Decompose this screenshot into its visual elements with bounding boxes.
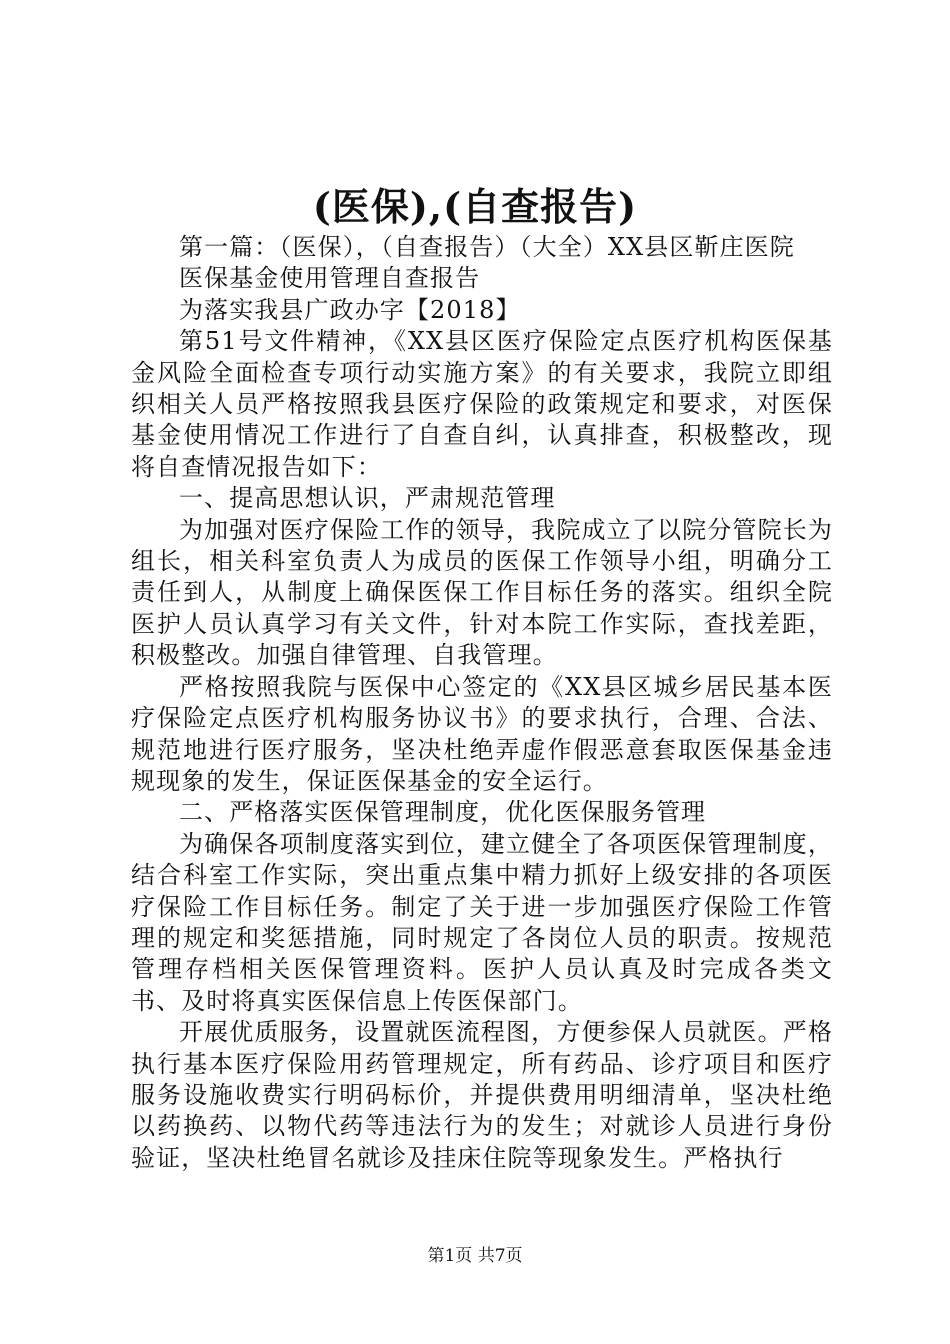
paragraph-section-2-a: 为确保各项制度落实到位，建立健全了各项医保管理制度，结合科室工作实际，突出重点集中精力抓好上级安排的各项医疗保险工作目标任务。制定了关于进一步加强医疗保险工作管理的规定和奖惩措施，同时规定了各岗位人员的职责。按规范管理存档相关医保管理资料。医护人员认真及时完成各类文书、及时将真实医保信息上传医保部门。: [131, 829, 833, 1015]
section-heading-1: 一、提高思想认识，严肃规范管理: [179, 484, 556, 513]
paragraph-heading-first-chapter: 第一篇：（医保），（自查报告）（大全）XX县区靳庄医院: [179, 233, 795, 261]
section-heading-2: 二、严格落实医保管理制度，优化医保服务管理: [179, 798, 707, 827]
document-title: (医保),(自查报告): [312, 184, 638, 229]
paragraph-section-1-b: 严格按照我院与医保中心签定的《XX县区城乡居民基本医疗保险定点医疗机构服务协议书》的要求执行，合理、合法、规范地进行医疗服务，坚决杜绝弄虚作假恶意套取医保基金违规现象的发生，保证医保基金的安全运行。: [131, 672, 833, 795]
paragraph-intro-line: 为落实我县广政办字【2018】: [179, 295, 521, 324]
paragraph-section-1-a: 为加强对医疗保险工作的领导，我院成立了以院分管院长为组长，相关科室负责人为成员的医保工作领导小组，明确分工责任到人，从制度上确保医保工作目标任务的落实。组织全院医护人员认真学习有关文件，针对本院工作实际，查找差距，积极整改。加强自律管理、自我管理。: [131, 515, 833, 670]
paragraph-report-name: 医保基金使用管理自查报告: [179, 264, 481, 293]
page-number-footer: 第1页 共7页: [427, 1246, 523, 1266]
paragraph-intro: 第51号文件精神，《XX县区医疗保险定点医疗机构医保基金风险全面检查专项行动实施方案》的有关要求，我院立即组织相关人员严格按照我县医疗保险的政策规定和要求，对医保基金使用情况工作进行了自查自纠，认真排查，积极整改，现将自查情况报告如下：: [131, 327, 833, 481]
paragraph-section-2-b: 开展优质服务，设置就医流程图，方便参保人员就医。严格执行基本医疗保险用药管理规定，所有药品、诊疗项目和医疗服务设施收费实行明码标价，并提供费用明细清单，坚决杜绝以药换药、以物代药等违法行为的发生；对就诊人员进行身份验证，坚决杜绝冒名就诊及挂床住院等现象发生。严格执行: [131, 1018, 833, 1172]
document-body: [131, 232, 833, 1174]
